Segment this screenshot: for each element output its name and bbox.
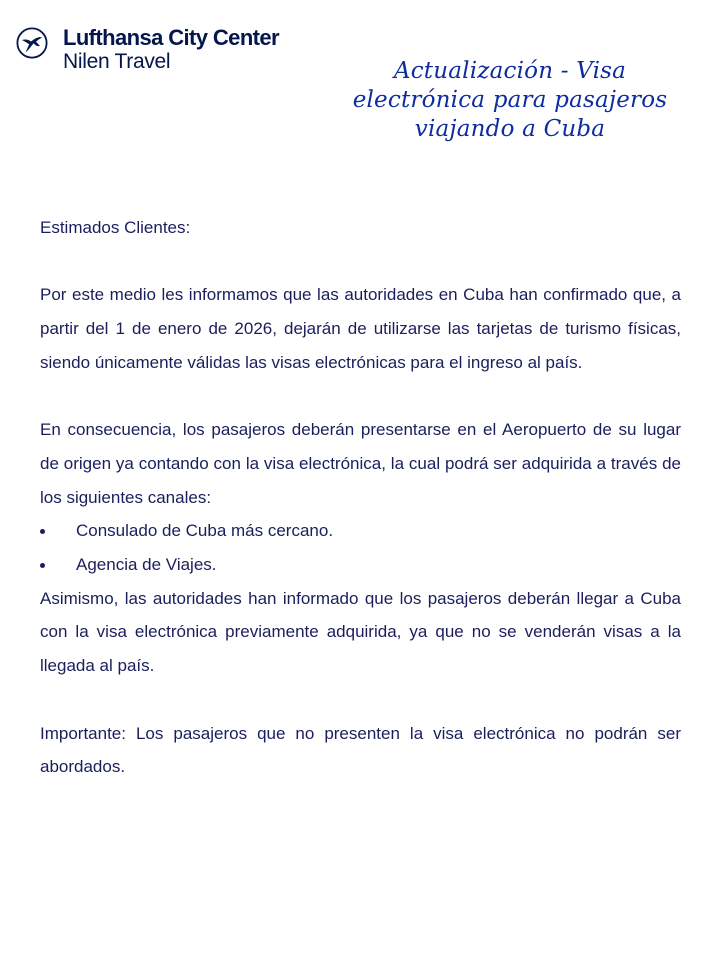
lufthansa-crane-icon <box>16 27 48 59</box>
list-item <box>40 514 681 548</box>
paragraph-important: Importante: Los pasajeros que no presenten la visa electrónica no podrán ser abordados. <box>40 723 681 777</box>
brand-name: Lufthansa City Center <box>63 25 279 50</box>
page-title: Actualización - Visa electrónica para pasajeros viajando a Cuba <box>352 58 668 142</box>
agency-name: Nilen Travel <box>63 50 171 73</box>
paragraph-arrival: Asimismo, las autoridades han informado que los pasajeros deberán llegar a Cuba con la visa electrónica previamente adquirida, ya que no se venderán visas a la llegada al país. <box>40 588 681 676</box>
bullet-icon <box>40 563 45 568</box>
paragraph-announcement: Por este medio les informamos que las autoridades en Cuba han confirmado que, a partir del 1 de enero de 2026, dejarán de utilizarse las tarjetas de turismo físicas, siendo únicamente válidas las visas electrónicas para el ingreso al país. <box>40 285 681 372</box>
list-item <box>40 548 681 582</box>
letter-body <box>40 211 681 784</box>
list-item-text: Consulado de Cuba más cercano. <box>76 521 334 541</box>
list-item-text: Agencia de Viajes. <box>76 555 217 574</box>
paragraph-spacer <box>40 380 681 414</box>
bullet-icon <box>40 529 45 534</box>
paragraph-spacer <box>40 245 681 279</box>
channels-list <box>40 514 681 581</box>
paragraph-consequence: En consecuencia, los pasajeros deberán presentarse en el Aeropuerto de su lugar de origen ya contando con la visa electrónica, la cual podrá ser adquirida a través de los siguientes canales: <box>40 420 681 507</box>
paragraph-spacer <box>40 683 681 717</box>
greeting: Estimados Clientes: <box>40 218 191 237</box>
logo-text <box>63 26 279 74</box>
company-logo <box>16 26 279 74</box>
